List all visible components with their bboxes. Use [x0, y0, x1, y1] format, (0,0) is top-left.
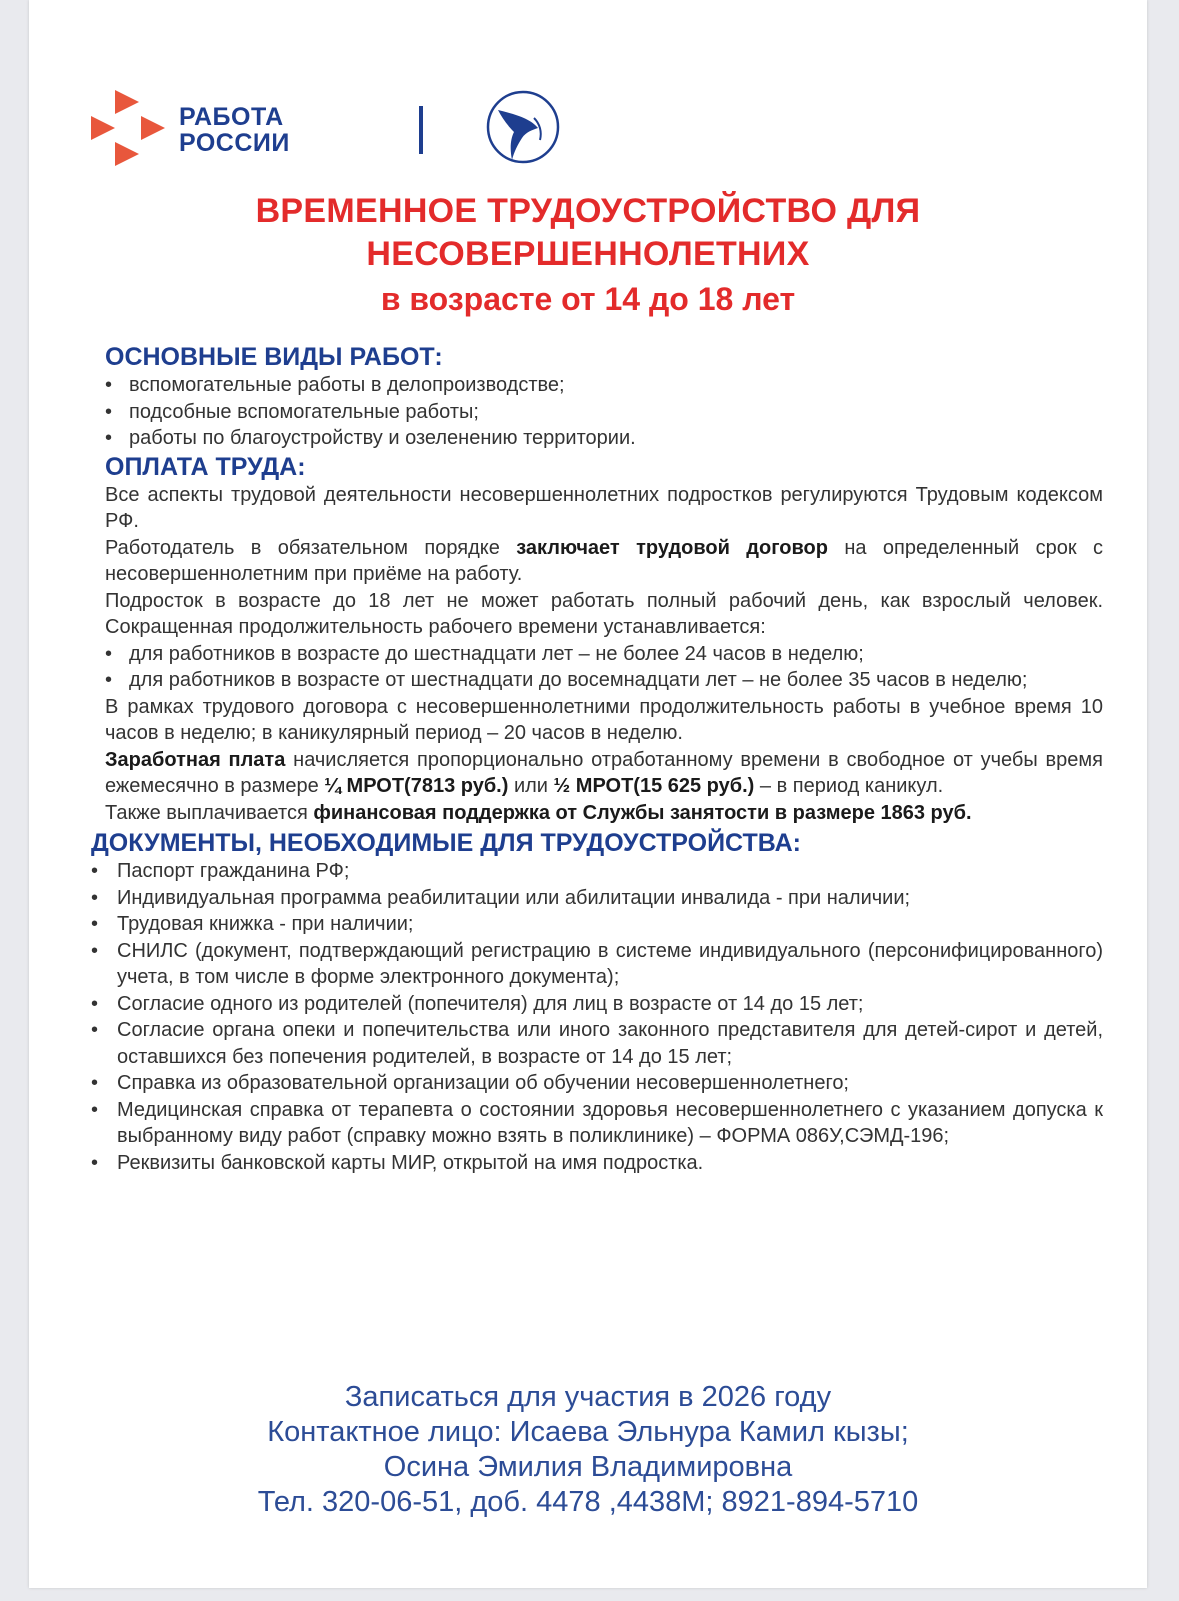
sluzhba-zanyatosti-logo-icon: [484, 88, 562, 166]
contact-person-line: Контактное лицо: Исаева Эльнура Камил кызы;: [267, 1416, 909, 1448]
rabota-rossii-logo-icon: [89, 88, 171, 176]
pay-paragraph-5: Заработная плата начисляется пропорционально отработанному времени в свободное от учебы время ежемесячно в размере ¼ МРОТ(7813 руб.) или ½ МРОТ(15 625 руб.) – в период каникул.: [105, 748, 1103, 797]
logo-text-line1: РАБОТА: [179, 103, 284, 131]
title-line1: ВРЕМЕННОЕ ТРУДОУСТРОЙСТВО ДЛЯ: [255, 192, 921, 230]
pay-paragraph-1: Все аспекты трудовой деятельности несовершеннолетних подростков регулируются Трудовым кодексом РФ.: [105, 483, 1103, 532]
list-item: • Согласие одного из родителей (попечителя) для лиц в возрасте от 14 до 15 лет;: [91, 991, 1103, 1018]
logo-divider: [419, 106, 423, 154]
documents-heading: ДОКУМЕНТЫ, НЕОБХОДИМЫЕ ДЛЯ ТРУДОУСТРОЙСТВА:: [91, 829, 801, 857]
rabota-rossii-wordmark: [179, 104, 290, 156]
list-item: • Справка из образовательной организации об обучении несовершеннолетнего;: [91, 1070, 1103, 1097]
hours-list: [105, 641, 1103, 694]
document-title: [29, 190, 1147, 322]
signup-line: Записаться для участия в 2026 году: [344, 1381, 832, 1413]
phone-line: Тел. 320-06-51, доб. 4478 ,4438М; 8921-894-5710: [257, 1486, 919, 1518]
pay-paragraph-6: Также выплачивается финансовая поддержка от Службы занятости в размере 1863 руб.: [105, 801, 972, 824]
list-item: • для работников в возрасте до шестнадцати лет – не более 24 часов в неделю;: [105, 641, 1103, 668]
work-types-heading: ОСНОВНЫЕ ВИДЫ РАБОТ:: [105, 343, 443, 371]
documents-section: [91, 828, 1103, 1176]
pay-paragraph-4: В рамках трудового договора с несовершеннолетними продолжительность работы в учебное время 10 часов в неделю; в каникулярный период – 20 часов в неделю.: [105, 695, 1103, 744]
list-item: • работы по благоустройству и озеленению территории.: [105, 425, 1103, 452]
main-content: [91, 342, 1103, 1176]
logo-text-line2: РОССИИ: [179, 129, 290, 157]
list-item: • подсобные вспомогательные работы;: [105, 399, 1103, 426]
list-item: • вспомогательные работы в делопроизводстве;: [105, 372, 1103, 399]
list-item: • для работников в возрасте от шестнадцати до восемнадцати лет – не более 35 часов в неделю;: [105, 667, 1103, 694]
list-item: • Медицинская справка от терапевта о состоянии здоровья несовершеннолетнего с указанием допуска к выбранному виду работ (справку можно взять в поликлинике) – ФОРМА 086У,СЭМД-196;: [91, 1097, 1103, 1150]
documents-list: [91, 858, 1103, 1176]
pay-paragraph-3: Подросток в возрасте до 18 лет не может работать полный рабочий день, как взрослый человек. Сокращенная продолжительность рабочего времени устанавливается:: [105, 589, 1103, 638]
contact-footer: [29, 1380, 1147, 1520]
title-line3: в возрасте от 14 до 18 лет: [380, 281, 796, 317]
pay-heading: ОПЛАТА ТРУДА:: [105, 452, 306, 481]
list-item: • Согласие органа опеки и попечительства или иного законного представителя для детей-сирот и детей, оставшихся без попечения родителей, в возрасте от 14 до 15 лет;: [91, 1017, 1103, 1070]
list-item: • СНИЛС (документ, подтверждающий регистрацию в системе индивидуального (персонифицированного) учета, в том числе в форме электронного документа);: [91, 938, 1103, 991]
work-types-list: [105, 372, 1103, 452]
list-item: • Паспорт гражданина РФ;: [91, 858, 1103, 885]
list-item: • Трудовая книжка - при наличии;: [91, 911, 1103, 938]
title-line2: НЕСОВЕРШЕННОЛЕТНИХ: [366, 235, 810, 273]
pay-paragraph-2: Работодатель в обязательном порядке заключает трудовой договор на определенный срок с несовершеннолетним при приёме на работу.: [105, 536, 1103, 585]
contact-person-line-2: Осина Эмилия Владимировна: [383, 1451, 793, 1483]
list-item: • Реквизиты банковской карты МИР, открытой на имя подростка.: [91, 1150, 1103, 1177]
list-item: • Индивидуальная программа реабилитации или абилитации инвалида - при наличии;: [91, 885, 1103, 912]
logo-row: [89, 88, 549, 178]
document-page: [29, 0, 1147, 1588]
